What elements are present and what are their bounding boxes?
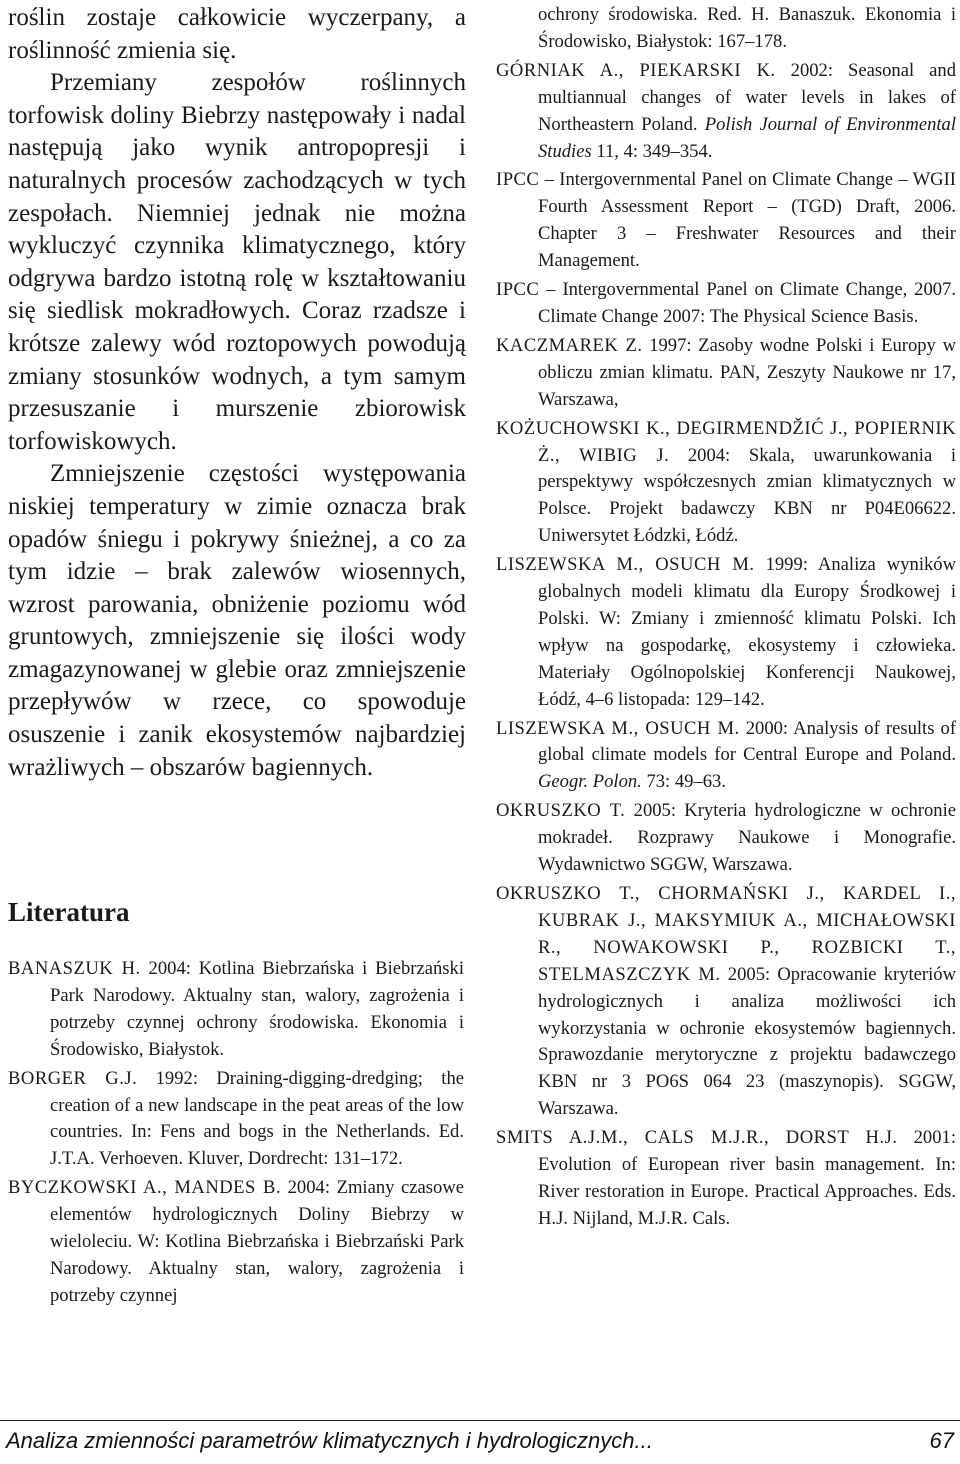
reference-item [496, 58, 956, 166]
reference-item [496, 416, 956, 551]
reference-text: 2005: Kryteria hydrologiczne w ochronie mokradeł. Rozprawy Naukowe i Monografie. Wydawnictwo SGGW, Warszawa. [538, 800, 956, 876]
reference-authors: BYCZKOWSKI A., MANDES B. [8, 1177, 282, 1199]
reference-authors: BORGER G.J. [8, 1067, 138, 1089]
reference-item [496, 881, 956, 1123]
reference-authors: GÓRNIAK A., PIEKARSKI K. [496, 59, 776, 81]
reference-continuation [496, 2, 956, 56]
section-heading: Literatura [8, 897, 130, 927]
reference-authors: LISZEWSKA M., OSUCH M. [496, 554, 755, 576]
left-column-body [8, 2, 466, 784]
reference-text: 1999: Analiza wyników globalnych modeli klimatu dla Europy Środkowej i Polski. W: Zmiany i zmienność klimatu Polski. Ich wpływ na gospodarkę, ekosystemy i człowieka. Materiały Ogólnopolskiej Konferencji Naukowej, Łódź, 4–6 listopada: 129–142. [538, 554, 957, 710]
reference-journal: Polish Journal of Environmental Studies [538, 113, 957, 162]
reference-journal: Geogr. Polon. [538, 771, 642, 793]
reference-text: 2002: Seasonal and multiannual changes of water levels in lakes of Northeastern Poland. [538, 59, 956, 135]
reference-tail: 11, 4: 349–354. [591, 140, 713, 162]
reference-item [496, 798, 956, 879]
reference-text: – Intergovernmental Panel on Climate Change – WGII Fourth Assessment Report – (TGD) Draft, 2006. Chapter 3 – Freshwater Resources and their Management. [538, 169, 956, 272]
reference-authors: KOŻUCHOWSKI K., DEGIRMENDŽIĆ J., POPIERNIK Ż., WIBIG J. [496, 417, 956, 466]
reference-text: ochrony środowiska. Red. H. Banaszuk. Ekonomia i Środowisko, Białystok: 167–178. [538, 4, 956, 52]
reference-text: 2000: Analysis of results of global climate models for Central Europe and Poland. [538, 717, 957, 766]
body-paragraph-1: roślin zostaje całkowicie wyczerpany, a roślinność zmienia się. [8, 4, 466, 64]
references-right-column [496, 2, 956, 1233]
reference-text: 1992: Draining-digging-dredging; the creation of a new landscape in the peat areas of the low countries. In: Fens and bogs in the Netherlands. Ed. J.T.A. Verhoeven. Kluver, Dordrecht: 131–172. [50, 1067, 465, 1170]
reference-text: 2001: Evolution of European river basin management. In: River restoration in Europe. Practical Approaches. Eds. H.J. Nijland, M.J.R. Cals. [538, 1127, 956, 1229]
body-paragraph-3: Zmniejszenie częstości występowania niskiej temperatury w zimie oznacza brak opadów śniegu i pokrywy śnieżnej, a co za tym idzie – brak zalewów wiosennych, wzrost parowania, obniżenie poziomu wód gruntowych, zmniejszenie się ilości wody zmagazynowanej w glebie oraz zmniejszenie przepływów w rzece, co spowoduje osuszenie i zanik ekosystemów najbardziej wrażliwych – obszarów bagiennych. [8, 460, 466, 781]
reference-text: 2005: Opracowanie kryteriów hydrologicznych i analiza możliwości ich wykorzystania w ochronie ekosystemów bagiennych. Sprawozdanie merytoryczne z projektu badawczego KBN nr 3 PO6S 064 23 (maszynopis). SGGW, Warszawa. [538, 963, 956, 1120]
reference-authors: KACZMAREK Z. [496, 334, 643, 356]
reference-authors: OKRUSZKO T. [496, 800, 626, 822]
reference-text: 1997: Zasoby wodne Polski i Europy w obliczu zmian klimatu. PAN, Zeszyty Naukowe nr 17, Warszawa, [538, 334, 956, 410]
reference-item [8, 956, 464, 1064]
reference-item [496, 716, 956, 797]
reference-item [496, 167, 956, 275]
reference-text: 2004: Zmiany czasowe elementów hydrologicznych Doliny Biebrzy w wieloleciu. W: Kotlina Biebrzańska i Biebrzański Park Narodowy. Aktualny stan, walory, zagrożenia i potrzeby czynnej [50, 1177, 464, 1306]
reference-text: – Intergovernmental Panel on Climate Change, 2007. Climate Change 2007: The Physical Science Basis. [538, 279, 956, 327]
reference-authors: BANASZUK H. [8, 958, 141, 979]
reference-authors: OKRUSZKO T., CHORMAŃSKI J., KARDEL I., KUBRAK J., MAKSYMIUK A., MICHAŁOWSKI R., NOWAKOWSKI P., ROZBICKI T., STELMASZCZYK M. [496, 883, 956, 985]
reference-item [496, 277, 956, 331]
reference-authors: IPCC [496, 279, 540, 301]
footer-page-number: 67 [929, 1428, 954, 1453]
reference-authors: LISZEWSKA M., OSUCH M. [496, 717, 740, 739]
reference-item [496, 552, 956, 713]
reference-text: 2004: Skala, uwarunkowania i perspektywy współczesnych zmian klimatycznych w Polsce. Projekt badawczy KBN nr P04E06622. Uniwersytet Łódzki, Łódź. [538, 444, 956, 547]
references-left-column [8, 956, 464, 1310]
reference-authors: SMITS A.J.M., CALS M.J.R., DORST H.J. [496, 1127, 898, 1149]
reference-tail: 73: 49–63. [641, 771, 727, 793]
footer-rule [0, 1420, 960, 1421]
reference-text: 2004: Kotlina Biebrzańska i Biebrzański Park Narodowy. Aktualny stan, walory, zagrożenia i potrzeby czynnej ochrony środowiska. Ekonomia i Środowisko, Białystok. [50, 958, 464, 1060]
reference-item [496, 1125, 956, 1233]
reference-item [8, 1066, 464, 1174]
reference-item [496, 333, 956, 414]
body-paragraph-2: Przemiany zespołów roślinnych torfowisk doliny Biebrzy następowały i nadal następują jako wynik antropopresji i naturalnych procesów zachodzących w tych zespołach. Niemniej jednak nie można wykluczyć czynnika klimatycznego, który odgrywa bardzo istotną rolę w kształtowaniu się siedlisk mokradłowych. Coraz rzadsze i krótsze zalewy wód roztopowych powodują zmiany stosunków wodnych, a tym samym przesuszanie i murszenie zbiorowisk torfowiskowych. [8, 69, 466, 455]
reference-item [8, 1175, 464, 1310]
reference-authors: IPCC [496, 169, 540, 191]
footer-running-title: Analiza zmienności parametrów klimatycznych i hydrologicznych... [6, 1428, 653, 1453]
